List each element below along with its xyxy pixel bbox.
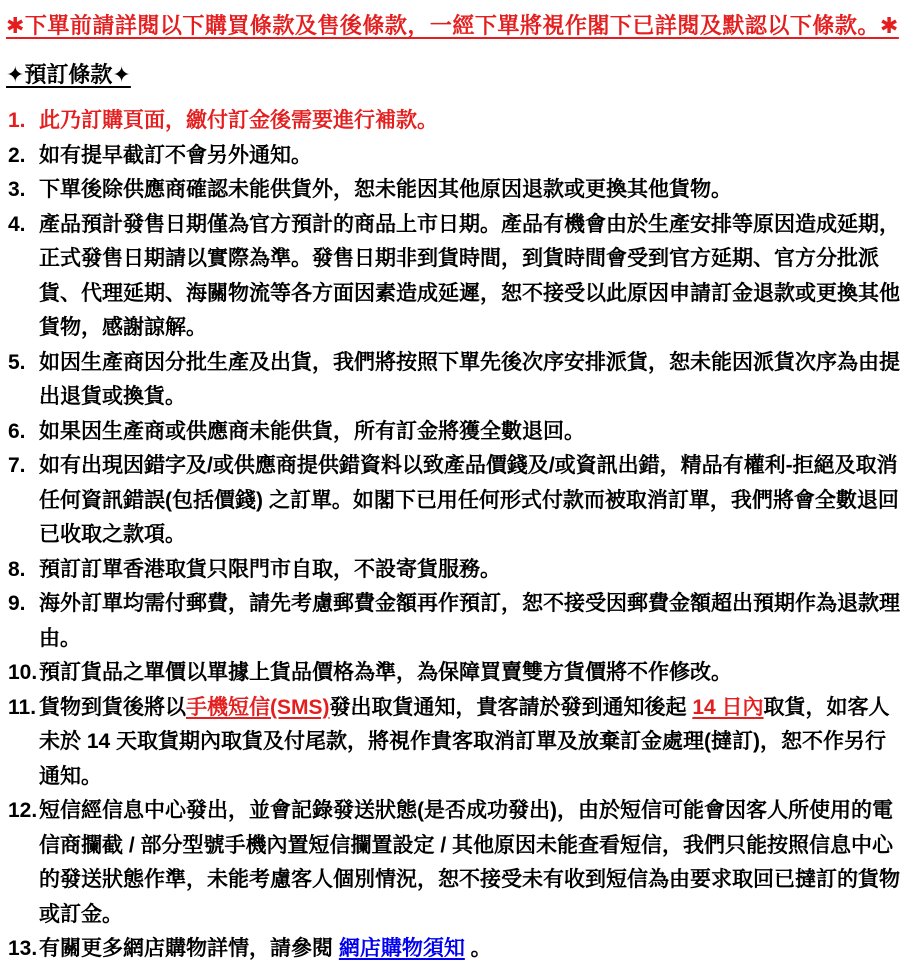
term-number: 4. [8, 212, 26, 236]
term-number: 7. [8, 454, 26, 477]
term-text [39, 139, 903, 174]
term-item-2 [6, 139, 903, 174]
term-text [39, 415, 903, 450]
plain-text: 短信經信息中心發出，並會記錄發送狀態(是否成功發出)，由於短信可能會因客人所使用的電信商攔截 / 部分型號手機內置短信攔置設定 / 其他原因未能查看短信，我們只能按照信息中心的發送狀態作準，未能考慮客人個別情況，恕不接受未有收到短信為由要求取回已撻訂的貨物或訂金。 [39, 799, 900, 926]
term-text [39, 104, 903, 139]
term-item-13 [6, 932, 903, 967]
term-item-3 [6, 173, 903, 208]
sms-highlight: 手機短信(SMS) [186, 695, 330, 719]
term-item-5 [6, 346, 903, 415]
pickup-deadline-highlight: 14 日內 [692, 695, 764, 719]
plain-text: 如果因生產商或供應商未能供貨，所有訂金將獲全數退回。 [39, 419, 585, 443]
term-item-1 [6, 104, 903, 139]
term-number: 9. [8, 592, 26, 615]
plain-text: 。 [464, 937, 492, 960]
plain-text: 預訂貨品之單價以單據上貨品價格為準，為保障買賣雙方貨價將不作修改。 [39, 661, 732, 684]
term-text [39, 173, 903, 208]
term-text [39, 346, 903, 415]
term-text [39, 587, 903, 656]
term-item-9 [6, 587, 903, 656]
term-item-10 [6, 656, 903, 691]
plain-text: 有關更多網店購物詳情，請參閱 [39, 937, 339, 960]
term-item-7 [6, 449, 903, 553]
plain-text: 產品預計發售日期僅為官方預計的商品上市日期。產品有機會由於生產安排等原因造成延期，正式發售日期請以實際為準。發售日期非到貨時間，到貨時間會受到官方延期、官方分批派貨、代理延期、海關物流等各方面因素造成延遲，恕不接受以此原因申請訂金退款或更換其他貨物，感謝諒解。 [39, 212, 900, 339]
term-number: 1. [8, 109, 26, 132]
term-number: 10. [8, 661, 38, 684]
term-text [39, 691, 903, 795]
term-item-12 [6, 794, 903, 932]
plain-text: 如因生產商因分批生產及出貨，我們將按照下單先後次序安排派貨，恕未能因派貨次序為由提出退貨或換貨。 [39, 350, 900, 408]
term-item-11 [6, 691, 903, 795]
shop-guide-link[interactable]: 網店購物須知 [338, 937, 465, 960]
plain-text: 預訂訂單香港取貨只限門市自取，不設寄貨服務。 [39, 557, 501, 581]
term-number: 12. [8, 799, 38, 822]
terms-list [6, 104, 903, 967]
plain-text: 海外訂單均需付郵費，請先考慮郵費金額再作預訂，恕不接受因郵費金額超出預期作為退款理由。 [39, 592, 900, 650]
term-text [39, 932, 903, 967]
term-number: 5. [8, 350, 26, 374]
term-number: 11. [8, 695, 37, 719]
term-text [39, 553, 903, 588]
plain-text: 發出取貨通知，貴客請於發到通知後起 [329, 695, 693, 719]
term-number: 8. [8, 557, 26, 581]
term-number: 6. [8, 419, 26, 443]
plain-text: 貨物到貨後將以 [39, 695, 186, 719]
term-number: 3. [8, 178, 26, 201]
plain-text: 下單後除供應商確認未能供貨外，恕未能因其他原因退款或更換其他貨物。 [39, 178, 732, 201]
term-text [39, 656, 903, 691]
term-text [39, 449, 903, 553]
section-title: ✦預訂條款✦ [6, 62, 131, 87]
plain-text: 如有提早截訂不會另外通知。 [39, 143, 312, 167]
plain-text: 如有出現因錯字及/或供應商提供錯資料以致產品價錢及/或資訊出錯，精品有權利-拒絕及取消任何資訊錯誤(包括價錢) 之訂單。如閣下已用任何形式付款而被取消訂單，我們將會全數退回已收取之款項。 [39, 454, 899, 546]
term-number: 13. [8, 937, 38, 960]
term-text [39, 208, 903, 346]
term-text [39, 794, 903, 932]
plain-text: 取貨，如客人未於 14 天取貨期內取貨及付尾款，將視作貴客取消訂單及放棄訂金處理(撻訂)，恕不作另行通知。 [39, 695, 890, 788]
term-number: 2. [8, 143, 26, 167]
notice-header: ✱下單前請詳閱以下購買條款及售後條款，一經下單將視作閣下已詳閱及默認以下條款。✱ [6, 13, 899, 38]
term-item-4 [6, 208, 903, 346]
term-item-6 [6, 415, 903, 450]
plain-text: 此乃訂購頁面，繳付訂金後需要進行補款。 [39, 109, 438, 132]
term-item-8 [6, 553, 903, 588]
